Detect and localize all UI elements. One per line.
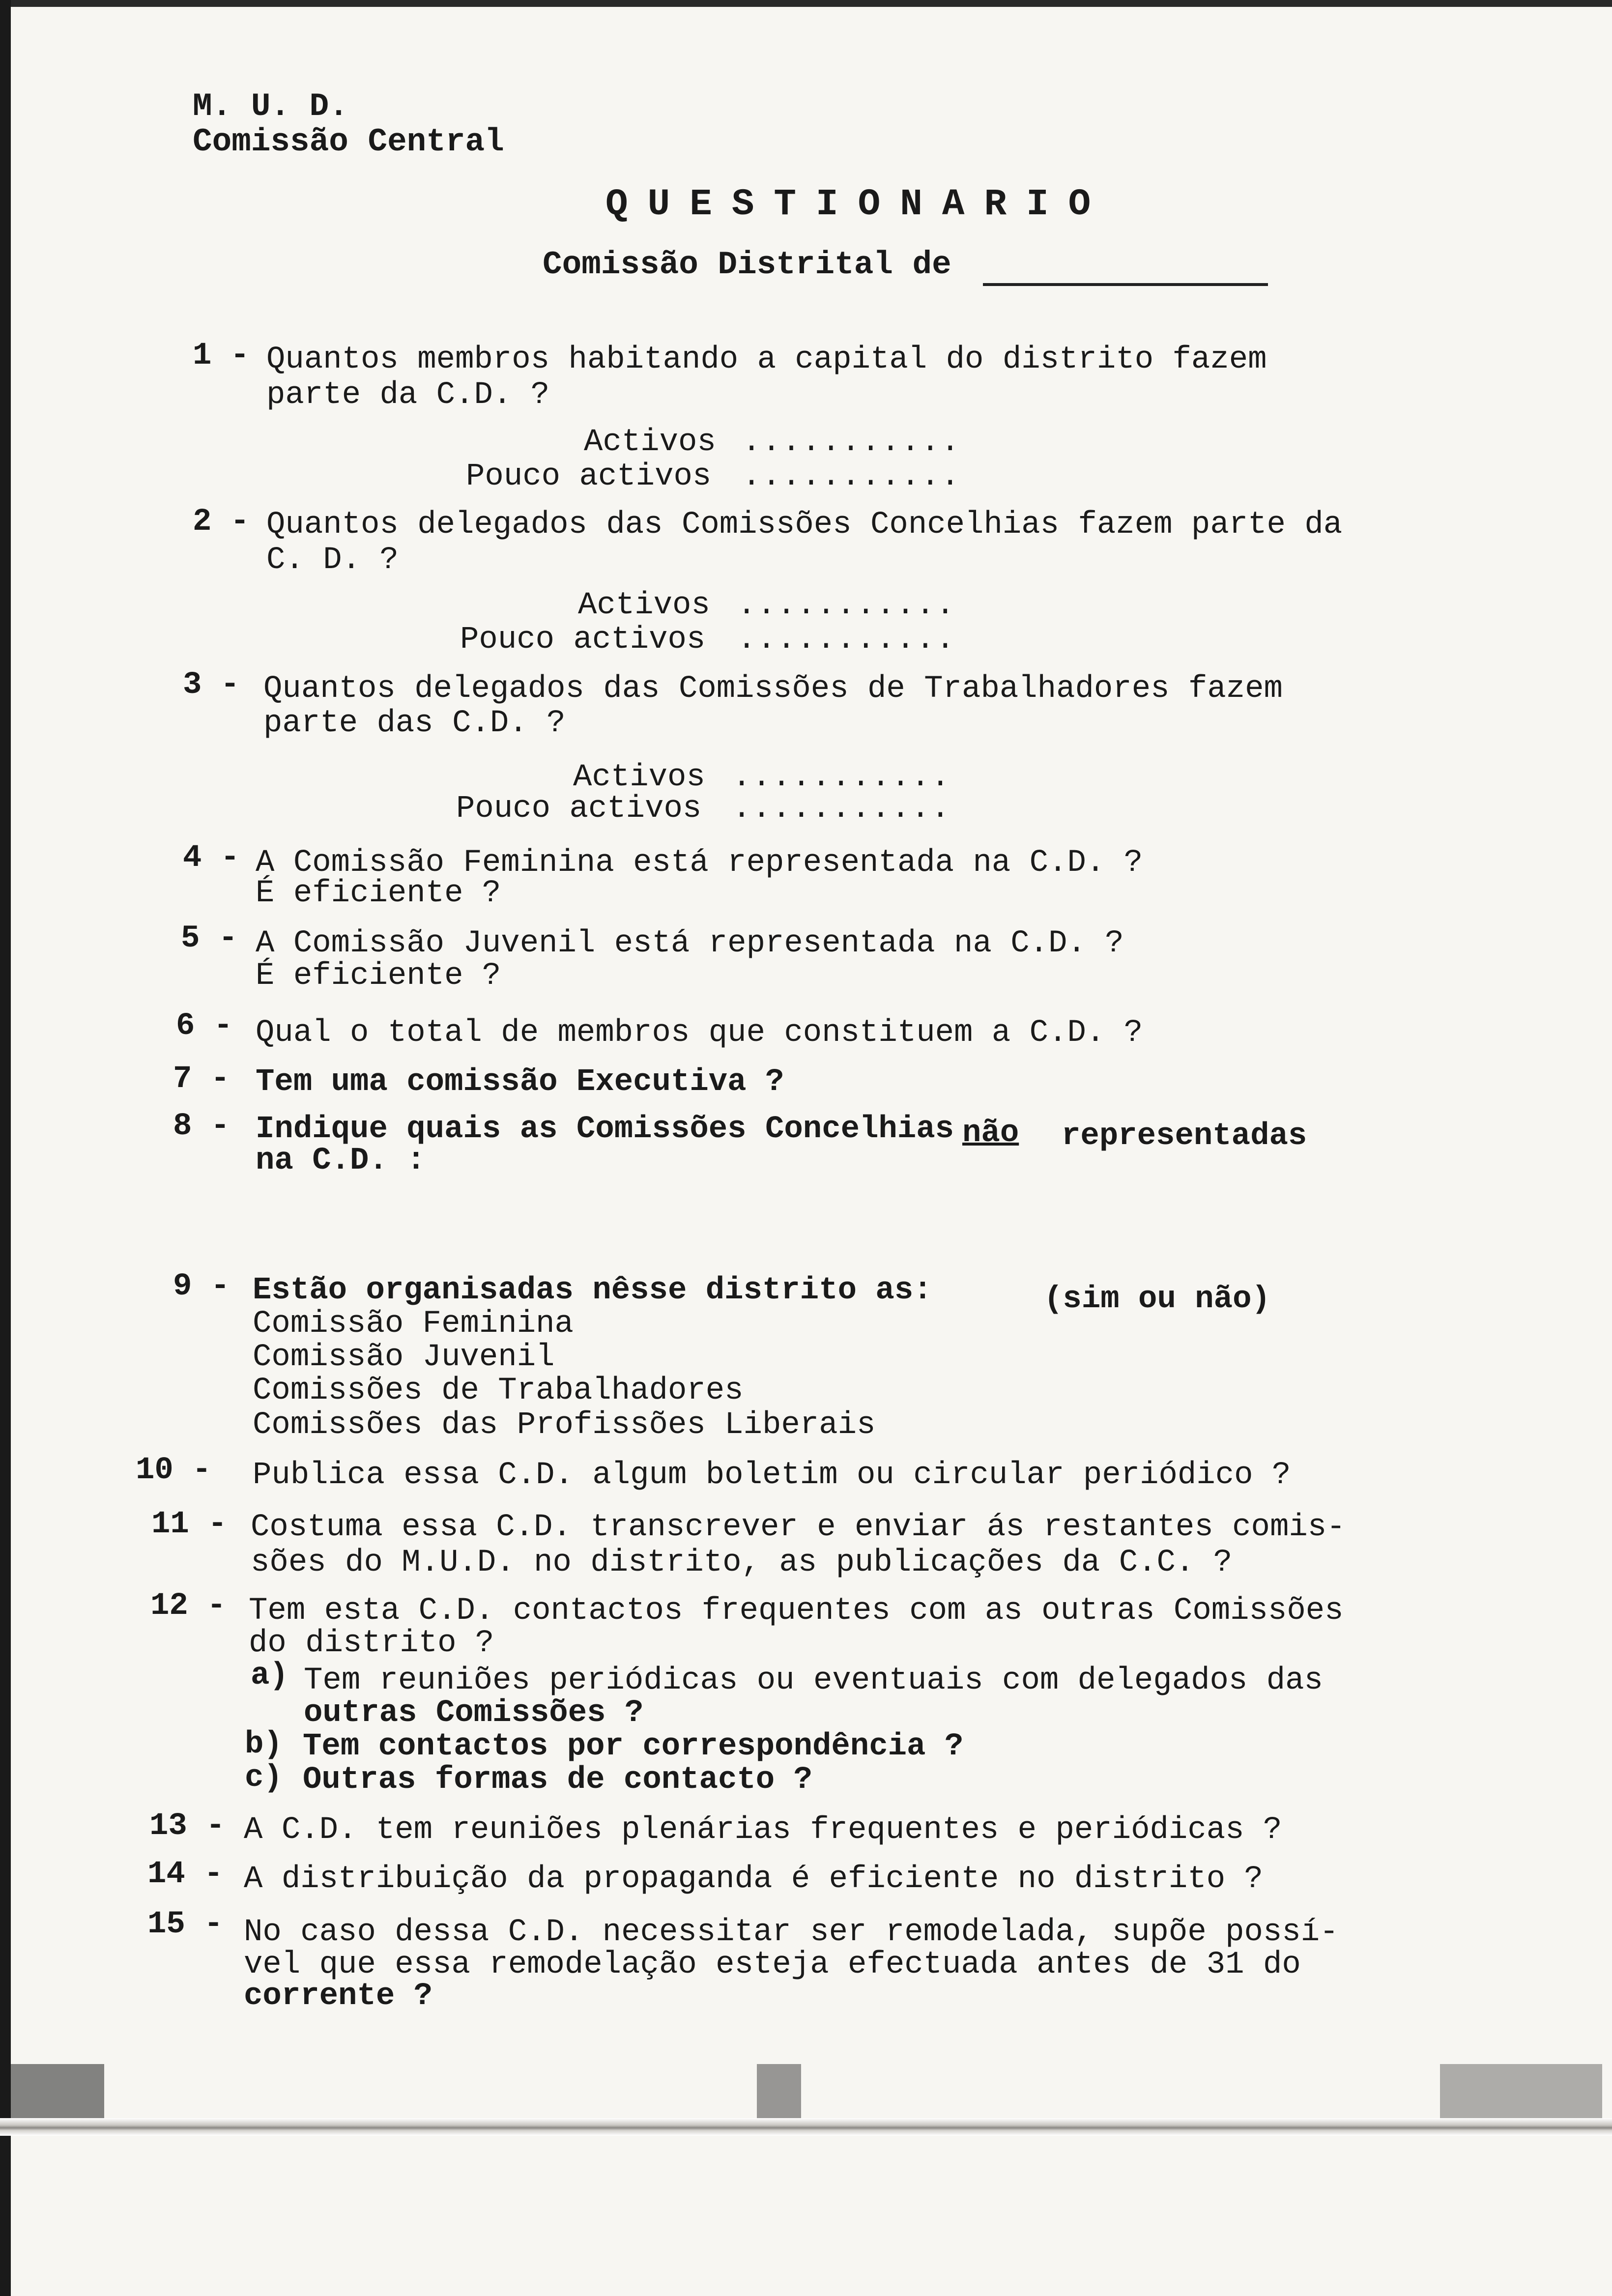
question-text: Qual o total de membros que constituem a C.D. ?	[256, 1015, 1143, 1051]
question-text: Publica essa C.D. algum boletim ou circular periódico ?	[253, 1458, 1291, 1493]
question-text: Tem esta C.D. contactos frequentes com as outras Comissões	[249, 1593, 1344, 1629]
question-text-tail: representadas	[1062, 1119, 1307, 1154]
answer-dots: ...........	[742, 459, 961, 494]
sub-question-text: Tem contactos por correspondência ?	[303, 1729, 964, 1764]
question-text: Indique quais as Comissões Concelhias	[256, 1112, 954, 1147]
active-label: Activos	[578, 588, 710, 623]
list-item: Comissões de Trabalhadores	[253, 1373, 744, 1408]
question-text: É eficiente ?	[256, 876, 501, 911]
scan-left-edge	[0, 0, 11, 2296]
question-number: 11 -	[151, 1507, 227, 1542]
question-number: 10 -	[136, 1453, 211, 1488]
question-number: 7 -	[173, 1062, 230, 1097]
question-text: No caso dessa C.D. necessitar ser remodelada, supõe possí-	[244, 1915, 1339, 1950]
answer-dots: ...........	[737, 588, 956, 623]
question-number: 9 -	[173, 1269, 230, 1304]
question-number: 6 -	[176, 1008, 233, 1044]
question-number: 13 -	[149, 1808, 225, 1844]
sub-question-letter: a)	[251, 1658, 288, 1693]
less-active-label: Pouco activos	[460, 622, 706, 658]
question-text: C. D. ?	[266, 543, 399, 578]
sub-question-text: Outras formas de contacto ?	[303, 1762, 812, 1798]
question-text: parte das C.D. ?	[263, 706, 566, 741]
sub-question-letter: b)	[245, 1727, 283, 1762]
less-active-label: Pouco activos	[466, 459, 712, 494]
org-initials: M. U. D.	[193, 88, 348, 125]
list-item: Comissão Feminina	[253, 1306, 574, 1342]
question-text: vel que essa remodelação esteja efectuada antes de 31 do	[244, 1947, 1301, 1982]
question-text: Quantos delegados das Comissões Concelhias fazem parte da	[266, 507, 1343, 543]
question-text: Tem uma comissão Executiva ?	[256, 1064, 784, 1100]
question-text: A Comissão Juvenil está representada na C.D. ?	[256, 926, 1124, 961]
emphasis-word: não	[962, 1116, 1019, 1151]
question-text: Quantos membros habitando a capital do distrito fazem	[266, 342, 1267, 377]
answer-options: (sim ou não)	[1044, 1282, 1270, 1317]
sub-question-letter: c)	[245, 1760, 283, 1796]
org-department: Comissão Central	[193, 123, 504, 160]
page-fold-divider	[0, 2118, 1612, 2136]
sub-question-text: outras Comissões ?	[304, 1695, 644, 1731]
answer-dots: ...........	[742, 425, 961, 460]
question-text: Quantos delegados das Comissões de Trabalhadores fazem	[263, 671, 1283, 707]
question-number: 8 -	[173, 1109, 230, 1144]
active-label: Activos	[573, 760, 705, 795]
question-text: É eficiente ?	[256, 958, 501, 994]
question-text: parte da C.D. ?	[266, 377, 550, 413]
question-number: 14 -	[147, 1857, 223, 1892]
scan-top-edge	[0, 0, 1612, 7]
question-number: 12 -	[150, 1588, 226, 1624]
district-commission-label: Comissão Distrital de	[543, 246, 951, 283]
question-number: 4 -	[183, 840, 240, 876]
less-active-label: Pouco activos	[456, 791, 702, 827]
district-name-blank	[983, 283, 1268, 286]
question-number: 3 -	[183, 667, 240, 703]
question-text: Estão organisadas nêsse distrito as:	[253, 1273, 932, 1308]
question-number: 1 -	[193, 338, 250, 373]
question-text: A Comissão Feminina está representada na C.D. ?	[256, 845, 1143, 881]
question-text: A distribuição da propaganda é eficiente no distrito ?	[244, 1862, 1263, 1897]
sub-question-text: Tem reuniões periódicas ou eventuais com delegados das	[304, 1663, 1323, 1698]
question-number: 5 -	[181, 921, 238, 956]
question-text: sões do M.U.D. no distrito, as publicações da C.C. ?	[251, 1545, 1233, 1580]
question-number: 2 -	[193, 504, 250, 540]
question-text: do distrito ?	[249, 1626, 494, 1661]
answer-dots: ...........	[732, 791, 951, 827]
question-text: A C.D. tem reuniões plenárias frequentes e periódicas ?	[244, 1812, 1282, 1848]
question-text: Costuma essa C.D. transcrever e enviar ás restantes comis-	[251, 1510, 1346, 1545]
answer-dots: ...........	[737, 622, 956, 658]
answer-dots: ...........	[732, 760, 951, 795]
active-label: Activos	[584, 425, 716, 460]
list-item: Comissão Juvenil	[253, 1340, 555, 1375]
question-number: 15 -	[147, 1907, 223, 1942]
question-text: na C.D. :	[256, 1143, 426, 1178]
list-item: Comissões das Profissões Liberais	[253, 1407, 876, 1443]
page-title: QUESTIONARIO	[605, 183, 1111, 226]
question-text: corrente ?	[244, 1979, 433, 2014]
